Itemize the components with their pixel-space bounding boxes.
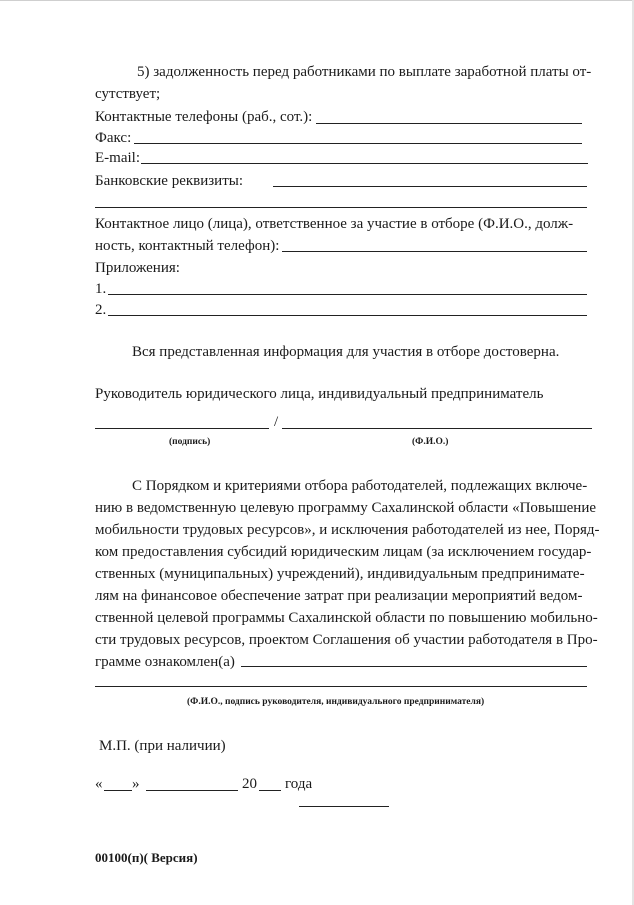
ack-line-1: С Порядком и критериями отбора работодателей, подлежащих включе-: [132, 478, 588, 494]
email-field-line[interactable]: [141, 163, 588, 164]
ack-caption: (Ф.И.О., подпись руководителя, индивидуального предпринимателя): [187, 697, 485, 707]
phones-field-line[interactable]: [316, 123, 582, 124]
attachment-1-number: 1.: [95, 281, 107, 297]
date-open-quote: «: [95, 776, 103, 792]
scan-edge-top: [0, 0, 634, 1]
email-label: E-mail:: [95, 150, 140, 166]
ack-line-2: нию в ведомственную целевую программу Сахалинской области «Повышение: [95, 500, 596, 516]
bank-field-line[interactable]: [273, 186, 587, 187]
ack-line-7: ственной целевой программы Сахалинской области по повышению мобильно-: [95, 610, 598, 626]
fio-field-line[interactable]: [282, 428, 592, 429]
ack-line-9: грамме ознакомлен(а): [95, 654, 235, 670]
fax-label: Факс:: [95, 130, 132, 146]
date-year-suffix: года: [285, 776, 313, 792]
bank-label: Банковские реквизиты:: [95, 173, 244, 189]
date-day-field-line[interactable]: [104, 790, 132, 791]
ack-line-6: лям на финансовое обеспечение затрат при реализации мероприятий ведом-: [95, 588, 583, 604]
date-year-prefix: 20: [242, 776, 257, 792]
date-extra-line: [299, 806, 389, 807]
head-label: Руководитель юридического лица, индивидуальный предприниматель: [95, 386, 544, 402]
phones-label: Контактные телефоны (раб., сот.):: [95, 109, 313, 125]
date-close-quote: »: [132, 776, 140, 792]
attachment-2-field-line[interactable]: [108, 315, 587, 316]
ack-line-8: сти трудовых ресурсов, проектом Соглашения об участии работодателя в Про-: [95, 632, 598, 648]
signature-slash: /: [274, 414, 279, 430]
accuracy-statement: Вся представленная информация для участия в отборе достоверна.: [132, 344, 560, 360]
date-year-field-line[interactable]: [259, 790, 281, 791]
contact-person-field-line[interactable]: [282, 251, 587, 252]
footer-code: 00100(п)( Версия): [95, 850, 198, 865]
signature-field-line[interactable]: [95, 428, 269, 429]
fio-caption: (Ф.И.О.): [412, 437, 449, 447]
ack-signature-field-line[interactable]: [95, 686, 587, 687]
ack-line-3: мобильности трудовых ресурсов», и исключения работодателей из нее, Поряд-: [95, 522, 600, 538]
ack-fio-field-line[interactable]: [241, 666, 587, 667]
attachments-label: Приложения:: [95, 260, 180, 276]
ack-line-5: ственных (муниципальных) учреждений), индивидуальным предпринимате-: [95, 566, 585, 582]
attachment-1-field-line[interactable]: [108, 294, 587, 295]
fax-field-line[interactable]: [134, 143, 582, 144]
stamp-note: М.П. (при наличии): [99, 738, 226, 754]
attachment-2-number: 2.: [95, 302, 107, 318]
bank-field-line-2[interactable]: [95, 207, 587, 208]
section5-line1: 5) задолженность перед работниками по выплате заработной платы от-: [137, 64, 592, 80]
contact-person-line1: Контактное лицо (лица), ответственное за участие в отборе (Ф.И.О., долж-: [95, 216, 574, 232]
date-month-field-line[interactable]: [146, 790, 238, 791]
section5-line2: сутствует;: [95, 86, 161, 102]
contact-person-line2: ность, контактный телефон):: [95, 238, 280, 254]
signature-caption: (подпись): [169, 437, 211, 447]
ack-line-4: ком предоставления субсидий юридическим лицам (за исключением государ-: [95, 544, 592, 560]
